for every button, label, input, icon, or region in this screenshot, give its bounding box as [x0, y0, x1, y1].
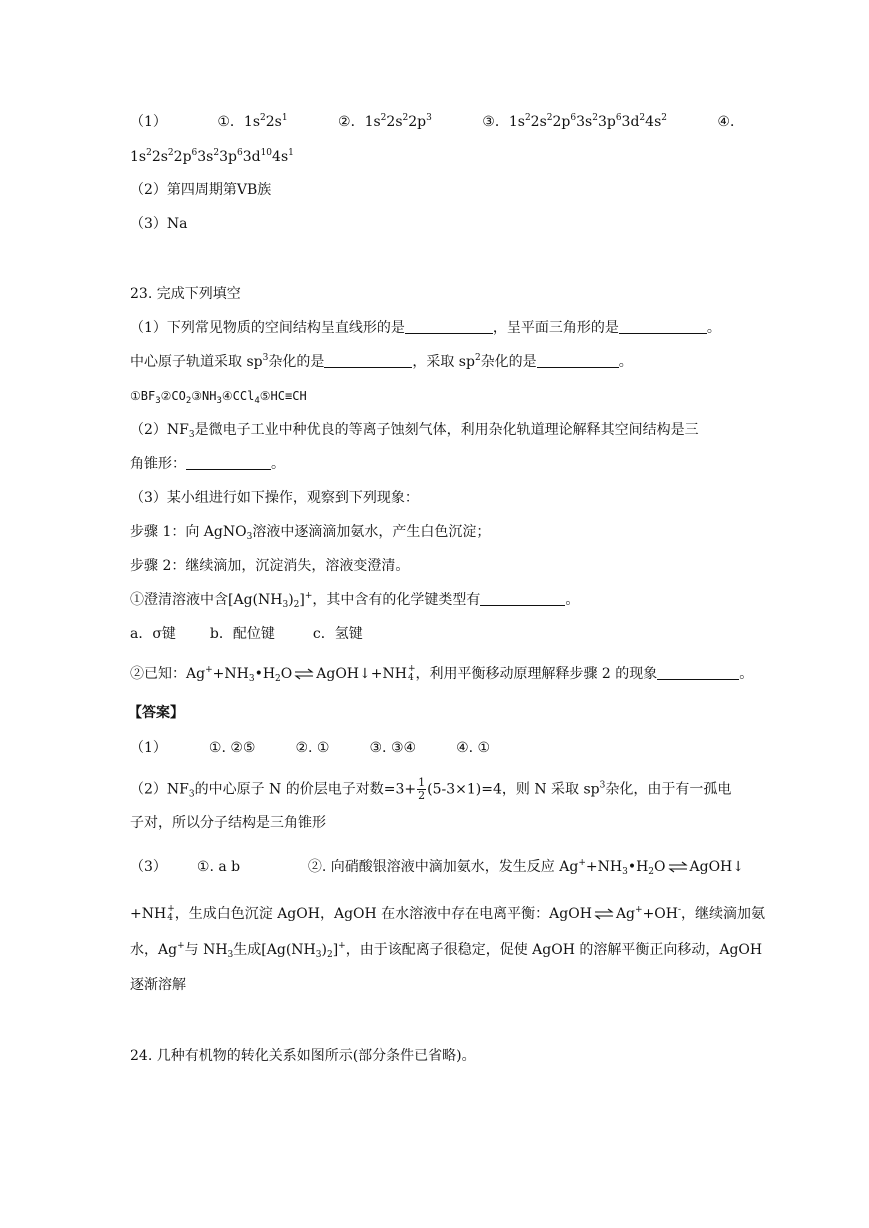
option-a: a．σ键	[130, 626, 176, 642]
blank-sp3	[324, 355, 412, 368]
prev-answer-p3: （3）Na	[130, 216, 188, 232]
prev-answer-num: （1）	[130, 114, 167, 130]
q23-p2-line1: $(2)NF_3$是微电子工业中种优良的等离子蚀刻气体，利用杂化轨道理论解释其空间结构是三	[130, 422, 699, 440]
config-item-3: ③．$1s^22s^22p^63s^23p^63d^24s^2$	[482, 113, 667, 130]
answer-a3-line2: +NH + 4 ，生成白色沉淀 AgOH，AgOH 在水溶液中存在电离平衡：AgOH Ag++OH-，继续滴加氨	[130, 904, 766, 923]
q23-q1: ①澄清溶液中含$[Ag(NH_3)_2]^+$，其中含有的化学键类型有 。	[130, 591, 580, 610]
q23-p1-line2: 中心原子轨道采取 $sp^3$杂化的是 ，采取 $sp^2$杂化的是 。	[130, 353, 633, 370]
equilibrium-arrow-icon	[594, 908, 614, 920]
q23-options	[130, 624, 363, 644]
config-item-2: ②．$1s^22s^22p^3$	[338, 113, 432, 130]
prev-answer-line-1	[130, 112, 744, 132]
q23-p3: （3）某小组进行如下操作，观察到下列现象：	[130, 490, 419, 506]
blank-linear	[405, 321, 493, 334]
answer-a1: （1） ①. ②⑤ ②. ① ③. ③④ ④. ①	[130, 740, 491, 756]
prev-answer-p2: （2）第四周期第ⅤB族	[130, 182, 272, 198]
q23-p1-line1: （1）下列常见物质的空间结构呈直线形的是 ，呈平面三角形的是 。	[130, 320, 721, 336]
q23-q2: ②已知：$Ag^++NH_3•H_2O$ AgOH↓+NH + 4 ，利用平衡移动原理解释步骤 2 的现象 。	[130, 664, 754, 684]
blank-explanation	[657, 667, 739, 680]
answer-a2-line1: $(2)NF_3$的中心原子 N 的价层电子对数=3+ $\frac{1}{2}$ (5-3×1)=4，则 N 采取 $sp^3$杂化，由于有一孤电	[130, 776, 732, 802]
q24-title: 24. 几种有机物的转化关系如图所示(部分条件已省略)。	[130, 1048, 476, 1064]
q23-step1: 步骤 1：向 AgNO$_3$溶液中逐滴滴加氨水，产生白色沉淀；	[130, 524, 491, 542]
option-b: b．配位键	[209, 626, 275, 642]
q23-step2: 步骤 2：继续滴加，沉淀消失，溶液变澄清。	[130, 558, 410, 574]
prev-answer-line-2: $1s^22s^22p^63s^23p^63d^{10}4s^1$	[130, 148, 294, 165]
fraction-one-half: $\frac{1}{2}$	[418, 776, 426, 802]
q23-p2-line2: 角锥形： 。	[130, 456, 285, 472]
config-item-1: ①．$1s^22s^1$	[217, 113, 288, 130]
answer-a2-line2: 子对，所以分子结构是三角锥形	[130, 815, 326, 831]
answer-label: 【答案】	[128, 705, 184, 721]
equilibrium-arrow-icon	[668, 861, 688, 873]
blank-bond-type	[480, 593, 565, 606]
config-item-4: ④．	[717, 114, 744, 130]
option-c: c．氢键	[312, 626, 363, 642]
blank-sp2	[537, 355, 619, 368]
answer-a3-line3: 水，Ag+与 $NH_3$生成$[Ag(NH_3)_2]^+$，由于该配离子很稳定，促使 AgOH 的溶解平衡正向移动，AgOH	[130, 941, 763, 960]
answer-a3-line4: 逐渐溶解	[130, 977, 186, 993]
q23-substances: $①BF_3②CO_2③NH_3④CCl_4⑤HC\equiv CH$	[130, 389, 307, 406]
blank-planar	[619, 321, 707, 334]
answer-a3-line1: （3） ①. a b ②. 向硝酸银溶液中滴加氨水，发生反应 $Ag^++NH_3•H_2O$ AgOH↓	[130, 858, 744, 877]
q23-title: 23. 完成下列填空	[130, 286, 241, 302]
equilibrium-arrow-icon	[294, 668, 314, 680]
blank-nf3	[186, 457, 271, 470]
